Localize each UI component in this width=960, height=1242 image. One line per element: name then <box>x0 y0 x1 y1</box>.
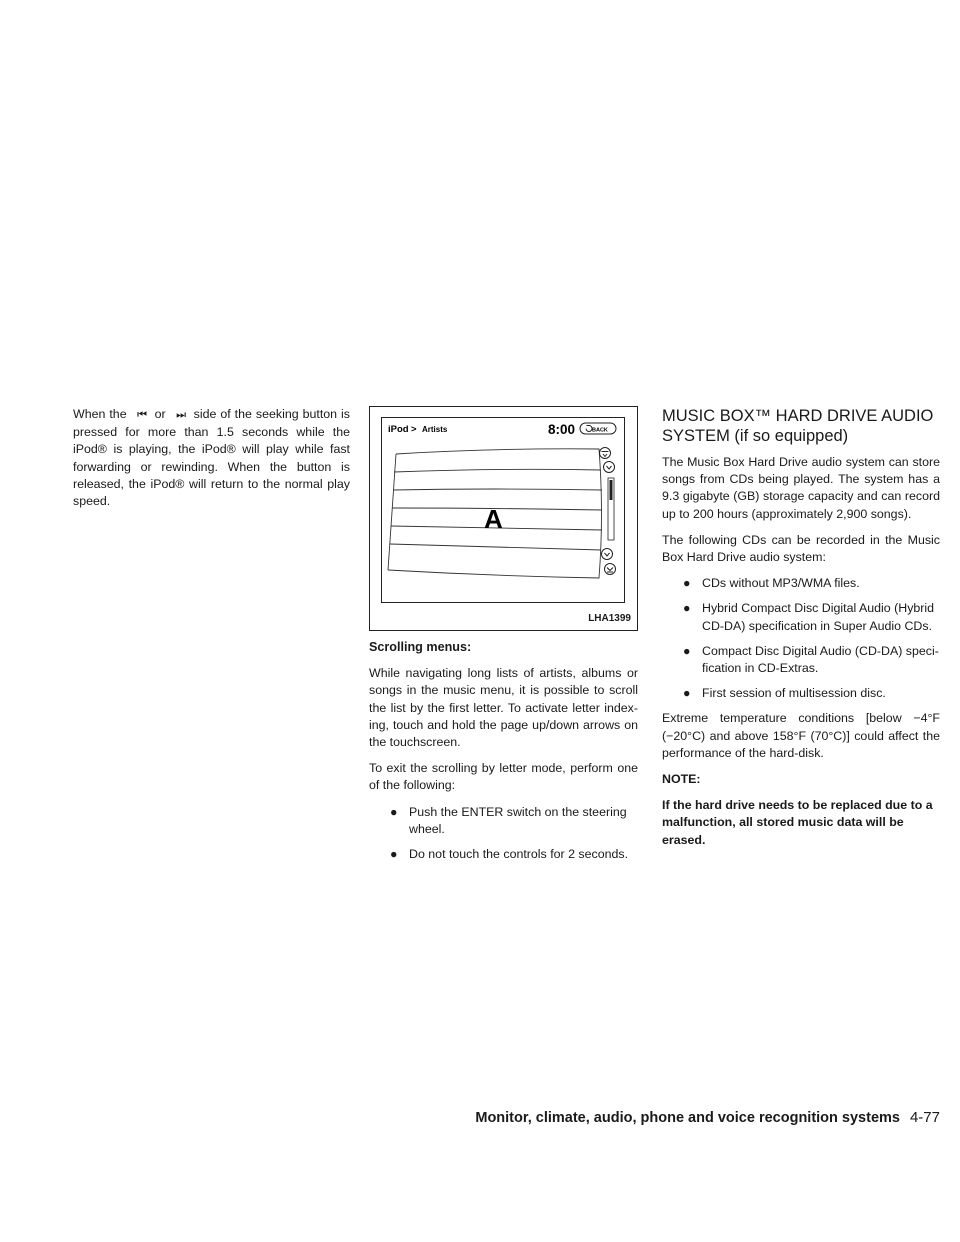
text-when-the: When the <box>73 407 127 421</box>
list-row-divider <box>390 544 601 550</box>
text-seek-description: side of the seeking button is pressed for more than 1.5 seconds while the iPod® is playing, the iPod® will play while fast forwarding or rewinding. When the button is released, the iPod® will return to the normal play speed. <box>73 407 350 509</box>
left-column <box>73 406 350 519</box>
seek-paragraph <box>73 406 350 510</box>
list-item: ● Hybrid Compact Disc Digital Audio (Hybrid CD-DA) specification in Super Audio CDs. <box>683 601 935 633</box>
music-box-intro-paragraph: The Music Box Hard Drive audio system can store songs from CDs being played. The system has a 9.3 gigabyte (GB) storage capacity and can record up to 200 hours (approximately 2,900 songs). <box>662 455 940 521</box>
bullet-icon: ● <box>683 601 691 616</box>
back-button[interactable] <box>580 423 616 434</box>
list-row-divider <box>393 489 602 490</box>
screen-illustration <box>382 418 623 601</box>
list-item: ● Compact Disc Digital Audio (CD-DA) speci-fication in CD-Extras. <box>683 643 939 676</box>
right-column <box>662 406 940 858</box>
figure-code: LHA1399 <box>588 612 631 624</box>
list-item: ● First session of multisession disc. <box>662 685 940 702</box>
bullet-icon: ● <box>683 643 691 658</box>
page-down-button[interactable] <box>605 564 616 575</box>
list-item: ● Do not touch the controls for 2 seconds. <box>369 846 638 863</box>
bullet-icon: ● <box>390 847 398 862</box>
seek-next-icon: ⏭ <box>176 409 184 421</box>
recordable-cds-paragraph: The following CDs can be recorded in the Music Box Hard Drive audio system: <box>662 532 940 565</box>
bullet-icon: ● <box>390 804 398 819</box>
bullet-icon: ● <box>683 686 691 701</box>
page-number: 4-77 <box>909 1109 940 1126</box>
scrolling-paragraph: While navigating long lists of artists, albums or songs in the music menu, it is possible to scroll the list by the first letter. To activate letter index-ing, touch and hold the page up/down arrows on the touchscreen. <box>369 666 638 750</box>
hard-drive-warning: If the hard drive needs to be replaced due to a malfunction, all stored music data will be erased. <box>662 798 933 847</box>
list-item: ● CDs without MP3/WMA files. <box>662 575 940 592</box>
text-or: or <box>154 407 166 421</box>
ipod-artists-screen-figure <box>369 406 638 631</box>
seek-previous-icon: ⏮ <box>137 409 145 421</box>
bullet-icon: ● <box>683 576 691 591</box>
breadcrumb-ipod: iPod <box>388 424 409 435</box>
scroll-up-button[interactable] <box>604 462 615 473</box>
scrollbar[interactable] <box>608 478 614 540</box>
list-item: ● Push the ENTER switch on the steering wheel. <box>390 804 627 836</box>
note-label: NOTE: <box>662 772 701 787</box>
scrolling-menus-heading: Scrolling menus: <box>369 640 472 654</box>
exit-scrolling-paragraph: To exit the scrolling by letter mode, perform one of the following: <box>369 761 638 793</box>
middle-column <box>369 406 638 871</box>
music-box-section-heading: MUSIC BOX™ HARD DRIVE AUDIO SYSTEM (if so equipped) <box>662 407 934 445</box>
list-row-divider <box>394 469 601 472</box>
scroll-down-button[interactable] <box>602 549 613 560</box>
index-letter: A <box>484 504 503 534</box>
display-screen <box>381 417 625 603</box>
clock-display: 8:00 <box>548 422 576 437</box>
footer-section-title: Monitor, climate, audio, phone and voice recognition systems <box>475 1110 900 1126</box>
page-footer <box>475 1109 940 1126</box>
recordable-cds-list <box>662 575 940 702</box>
breadcrumb-artists: Artists <box>422 425 448 434</box>
page-up-button[interactable] <box>600 448 611 459</box>
temperature-paragraph: Extreme temperature conditions [below −4°F (−20°C) and above 158°F (70°C)] could affect the performance of the hard-disk. <box>662 711 940 760</box>
breadcrumb-separator: > <box>411 424 417 435</box>
back-label: BACK <box>592 427 608 434</box>
exit-options-list <box>369 804 638 864</box>
